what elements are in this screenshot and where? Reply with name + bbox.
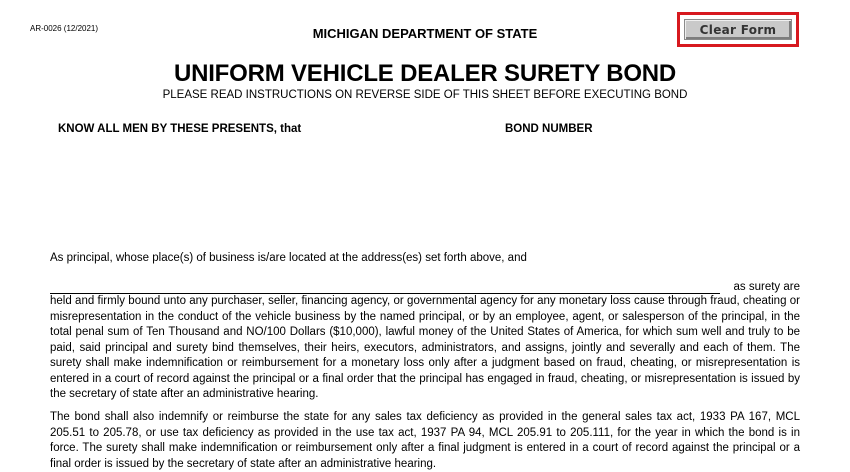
form-subtitle: PLEASE READ INSTRUCTIONS ON REVERSE SIDE OF THIS SHEET BEFORE EXECUTING BOND bbox=[162, 89, 688, 101]
clear-form-button[interactable]: Clear Form bbox=[684, 19, 792, 40]
department-heading: MICHIGAN DEPARTMENT OF STATE bbox=[312, 26, 538, 41]
clear-form-highlight bbox=[677, 12, 799, 47]
bond-number-label: BOND NUMBER bbox=[505, 123, 593, 135]
form-code: AR-0026 (12/2021) bbox=[30, 24, 99, 33]
bond-terms-paragraph: held and firmly bound unto any purchaser, seller, financing agency, or governmental agency for any monetary loss cause through fraud, cheating or misrepresentation in the conduct of the vehicle business by the named principal, or by an employee, agent, or salesperson of the principal, in the total penal sum of Ten Thousand and NO/100 Dollars ($10,000), lawful money of the United States of America, for which sum well and truly to be paid, said principal and surety bind themselves, their heirs, executors, administrators, and assigns, jointly and severally and each of them. The surety shall make indemnification or reimbursement for a monetary loss only after a judgment based on fraud, cheating, or misrepresentation is entered in a court of record against the principal or a final order that the principal has engaged in fraud, cheating, or misrepresentation is issued by the secretary of state after an administrative hearing. bbox=[50, 295, 800, 400]
know-all-label: KNOW ALL MEN BY THESE PRESENTS, that bbox=[58, 123, 302, 135]
tax-indemnity-paragraph: The bond shall also indemnify or reimburse the state for any sales tax deficiency as provided in the general sales tax act, 1933 PA 167, MCL 205.51 to 205.78, or use tax deficiency as provided in the use tax act, 1937 PA 94, MCL 205.91 to 205.111, for the year in which the bond is in force. The surety shall make indemnification or reimbursement only after a final judgment is entered in a court of record against the principal or a final order is issued by the secretary of state after an administrative hearing. bbox=[50, 411, 800, 470]
form-title: UNIFORM VEHICLE DEALER SURETY BOND bbox=[173, 60, 677, 87]
principal-statement: As principal, whose place(s) of business is/are located at the address(es) set forth above, and bbox=[50, 252, 527, 264]
surety-label: as surety are bbox=[733, 281, 800, 293]
